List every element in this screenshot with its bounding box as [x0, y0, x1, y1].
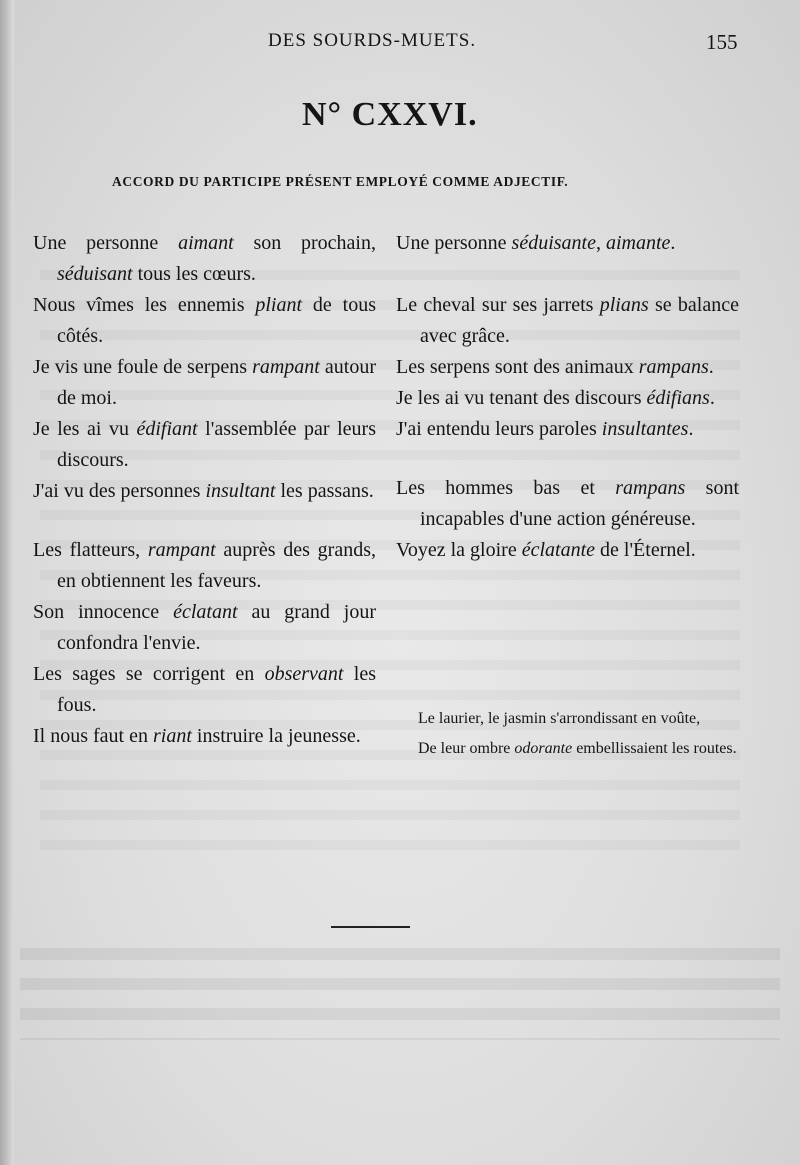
left-entry: Une personne aimant son prochain, séduisant tous les cœurs.	[33, 232, 376, 285]
right-entry: Les serpens sont des animaux rampans.	[396, 356, 714, 378]
right-entry: Une personne séduisante, aimante.	[396, 232, 676, 254]
exercise-number-title: N° CXXVI.	[302, 96, 478, 133]
right-entry: J'ai entendu leurs paroles insultantes.	[396, 418, 694, 440]
left-entry: Son innocence éclatant au grand jour confondra l'envie.	[33, 601, 377, 654]
left-entry: Je les ai vu édifiant l'assemblée par leurs discours.	[33, 418, 377, 471]
running-head: DES SOURDS-MUETS.	[268, 30, 477, 51]
bleed-through-text-bottom	[20, 930, 780, 1040]
right-column	[396, 228, 739, 566]
left-entry: Les flatteurs, rampant auprès des grands, en obtiennent les faveurs.	[33, 539, 376, 592]
left-entry: Les sages se corrigent en observant les fous.	[33, 663, 376, 716]
section-end-rule	[331, 926, 410, 928]
section-title: ACCORD DU PARTICIPE PRÉSENT EMPLOYÉ COMME ADJECTIF.	[112, 174, 569, 189]
left-entry: Nous vîmes les ennemis pliant de tous côtés.	[33, 294, 376, 347]
right-entry: Je les ai vu tenant des discours édifians.	[396, 387, 715, 409]
left-entry: J'ai vu des personnes insultant les passans.	[33, 480, 374, 502]
page-edge-shadow	[0, 0, 14, 1165]
right-entry: Le cheval sur ses jarrets plians se balance avec grâce.	[396, 294, 739, 347]
right-entry: Voyez la gloire éclatante de l'Éternel.	[396, 539, 696, 561]
verse-quotation	[418, 704, 738, 764]
right-entry: Les hommes bas et rampans sont incapables d'une action généreuse.	[396, 477, 739, 530]
page-number: 155	[706, 30, 738, 54]
left-column	[33, 228, 376, 752]
verse-line: Le laurier, le jasmin s'arrondissant en voûte,	[418, 710, 701, 727]
left-entry: Il nous faut en riant instruire la jeunesse.	[33, 725, 361, 747]
left-entry: Je vis une foule de serpens rampant autour de moi.	[33, 356, 377, 409]
verse-line: De leur ombre odorante embellissaient les routes.	[418, 740, 737, 757]
